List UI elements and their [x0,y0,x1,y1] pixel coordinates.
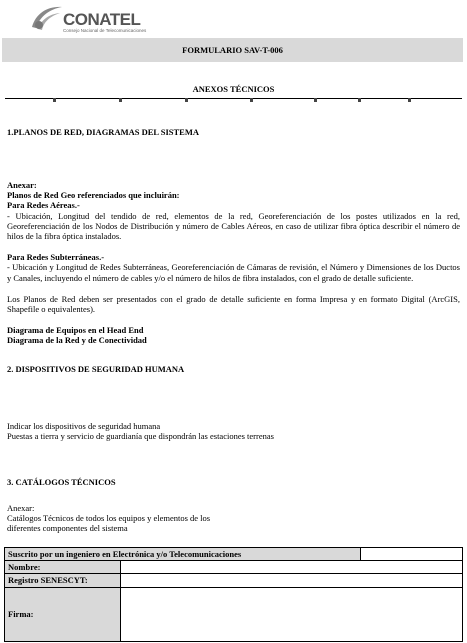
ruler-tick [185,98,188,102]
ruler-tick [358,98,361,102]
logo-swoosh-icon [30,3,64,33]
ruler-tick [119,98,122,102]
nombre-field[interactable] [121,561,463,574]
logo-name: CONATEL [63,10,141,29]
registro-label: Registro SENESCYT: [5,574,121,587]
firma-field[interactable] [121,587,463,641]
section3-title: 3. CATÁLOGOS TÉCNICOS [7,477,116,487]
planos-text: Los Planos de Red deben ser presentados con el grado de detalle suficiente en forma Impresa y en formato Digital (ArcGIS, Shapefile o equivalentes). [7,293,460,314]
annex-title: ANEXOS TÉCNICOS [192,84,275,94]
ruler-tick [314,98,317,102]
section3-body [7,503,460,534]
conatel-logo [30,3,170,33]
section3-line1: Catálogos Técnicos de todos los equipos y elementos de los [7,513,211,524]
subscribed-label: Suscrito por un ingeniero en Electrónica y/o Telecomunicaciones [5,548,361,561]
firma-label: Firma: [5,587,121,641]
section3-line2: diferentes componentes del sistema [7,523,128,534]
form-code-bar [2,38,463,62]
signature-table [4,547,463,642]
section2-body [7,421,460,441]
section2-line1: Indicar los dispositivos de seguridad humana [7,421,161,431]
nombre-label: Nombre: [5,561,121,574]
ruler-tick [53,98,56,102]
subterraneas-heading: Para Redes Subterráneas.- [7,252,105,263]
ruler-tick [250,98,253,102]
subterraneas-text: - Ubicación y Longitud de Redes Subterráneas, Georeferenciación de Cámaras de revisión, el Número y Dimensiones de los Ductos y Canales, incluyendo el número de cables y/o el número de hilos de fibra instalados, con el grado de detalle suficiente. [7,262,460,283]
aereas-text: - Ubicación, Longitud del tendido de red, elementos de la red, Georeferenciación de los postes utilizados en la red, Georeferenciación de los Nodos de Distribución y número de Cables Aéreos, en caso de utilizar fibra óptica describir el número de hilos de la fibra óptica instalados. [7,210,460,241]
section2-line2: Puestas a tierra y servicio de guardianía que dispondrán las estaciones terrenas [7,431,274,442]
diagram-network: Diagrama de la Red y de Conectividad [7,335,147,346]
section1-anexar: Anexar: [7,180,37,190]
section3-anexar: Anexar: [7,503,35,513]
planos-heading: Planos de Red Geo referenciados que incluirán: [7,190,180,201]
section2-title: 2. DISPOSITIVOS DE SEGURIDAD HUMANA [7,364,185,374]
section1-body [7,180,460,345]
form-code: FORMULARIO SAV-T-006 [182,45,283,55]
registro-field[interactable] [121,574,463,587]
ruler-tick [408,98,411,102]
aereas-heading: Para Redes Aéreas.- [7,200,80,211]
subscribed-value-cell[interactable] [361,548,463,561]
logo-subtitle: Consejo Nacional de Telecomunicaciones [63,28,147,33]
diagram-head-end: Diagrama de Equipos en el Head End [7,325,144,336]
section1-title: 1.PLANOS DE RED, DIAGRAMAS DEL SISTEMA [7,127,199,137]
ruler-line [5,98,462,102]
